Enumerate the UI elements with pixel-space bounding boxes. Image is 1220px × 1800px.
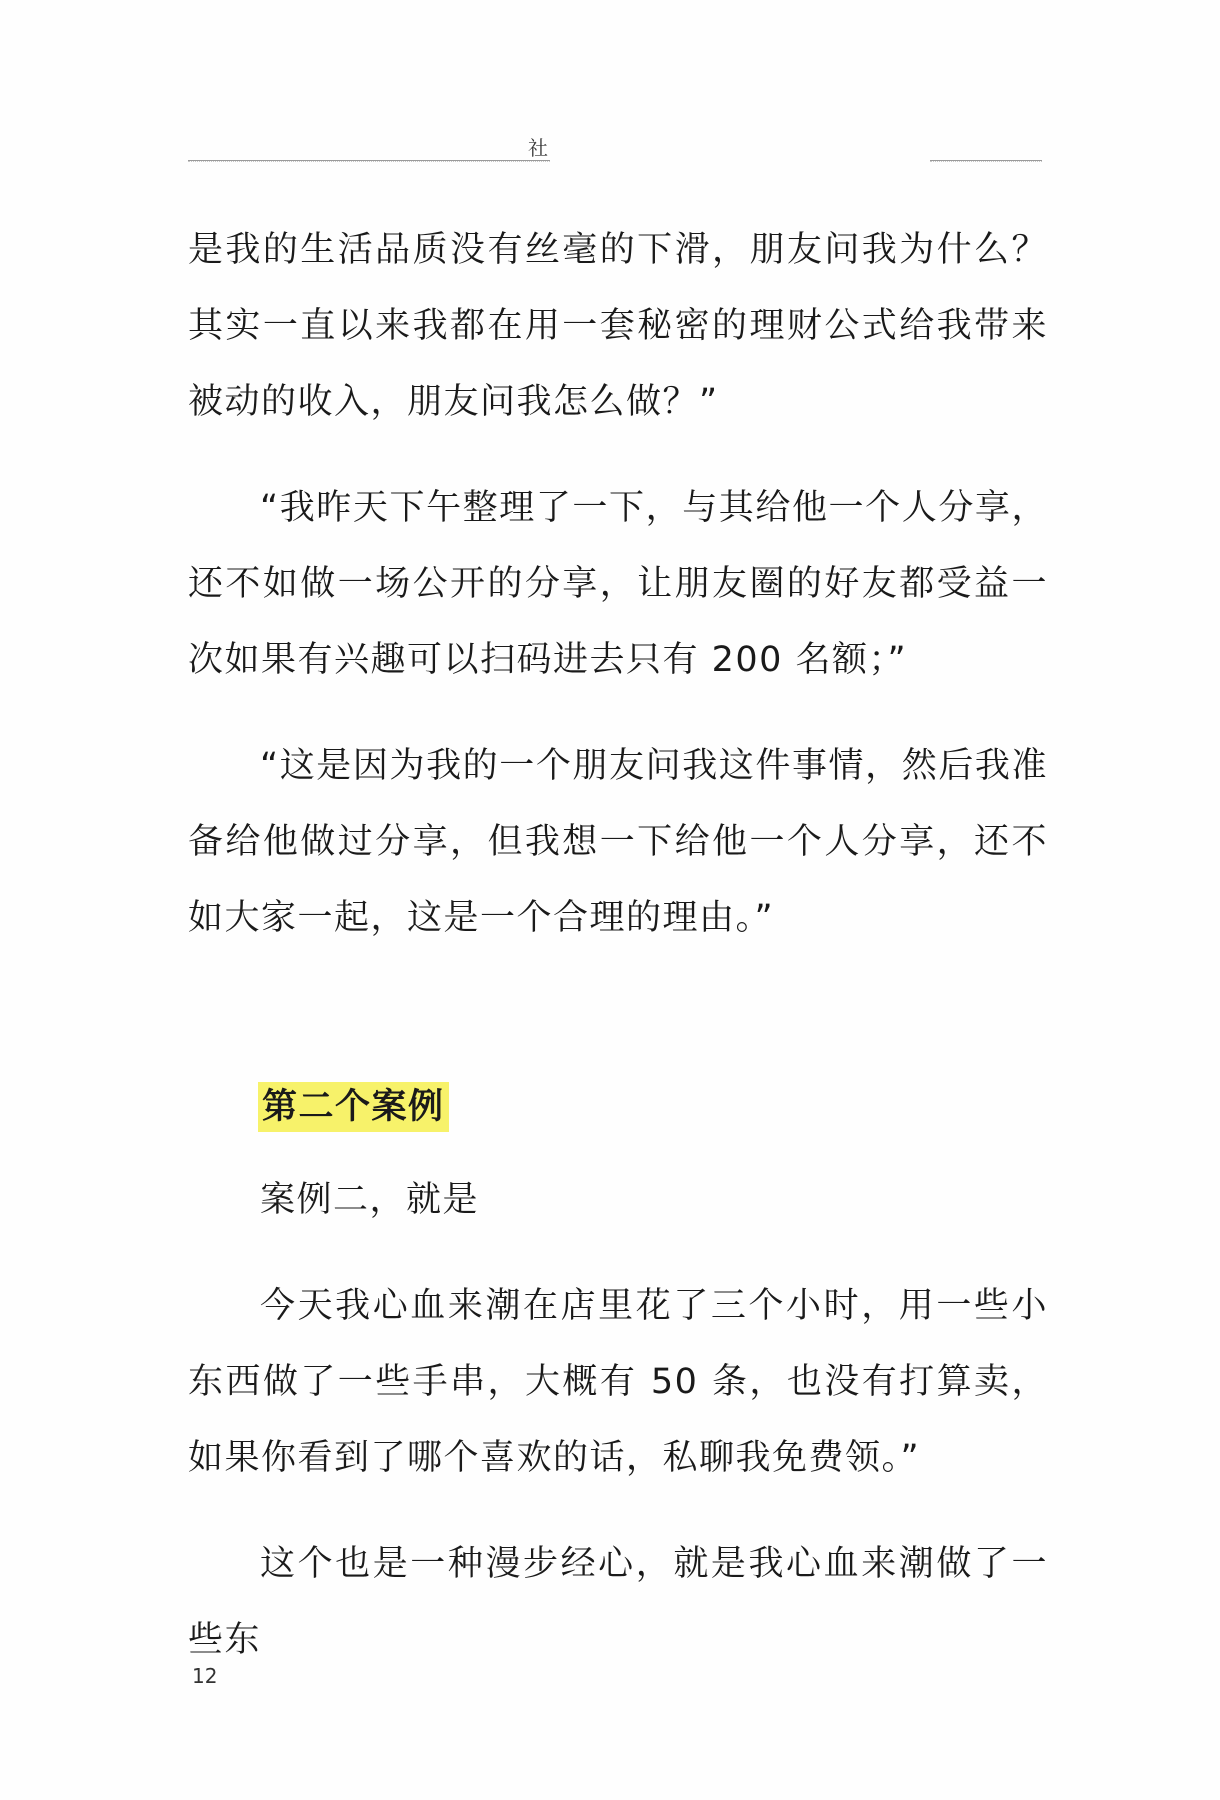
paragraph-1: 是我的生活品质没有丝毫的下滑，朋友问我为什么？其实一直以来我都在用一套秘密的理财公式给我带来被动的收入，朋友问我怎么做？” <box>188 230 1048 422</box>
section-heading: 第二个案例 <box>258 1082 449 1132</box>
paragraph-4: 案例二，就是 <box>260 1180 480 1220</box>
header-rule-left <box>188 160 550 162</box>
page-number: 12 <box>192 1664 218 1688</box>
paragraph-5: 今天我心血来潮在店里花了三个小时，用一些小东西做了一些手串，大概有 50 条，也没有打算卖，如果你看到了哪个喜欢的话，私聊我免费领。” <box>188 1286 1048 1478</box>
paragraph-2: “我昨天下午整理了一下，与其给他一个人分享，还不如做一场公开的分享，让朋友圈的好友都受益一次如果有兴趣可以扫码进去只有 200 名额；” <box>188 488 1048 680</box>
running-head: 社 <box>528 136 548 160</box>
paragraph-6: 这个也是一种漫步经心，就是我心血来潮做了一些东 <box>188 1544 1048 1660</box>
header-rule-right <box>930 160 1042 162</box>
paragraph-3: “这是因为我的一个朋友问我这件事情，然后我准备给他做过分享，但我想一下给他一个人分享，还不如大家一起，这是一个合理的理由。” <box>188 746 1048 938</box>
page-body <box>188 212 1048 1678</box>
